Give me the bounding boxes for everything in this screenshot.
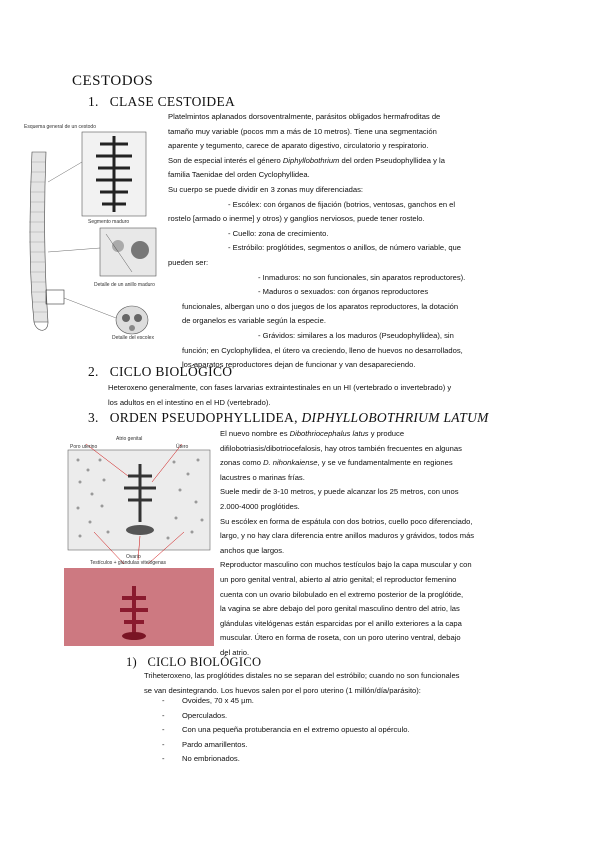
section-number: 3. (88, 410, 99, 425)
label-atrio-genital: Atrio genital (116, 436, 143, 442)
figure-caption: Segmento maduro (88, 219, 130, 225)
body-line: de organelos es variable según la especie. (182, 316, 326, 326)
body-line: Su escólex en forma de espátula con dos botrios, cuello poco diferenciado, (220, 516, 473, 526)
body-line: cuenta con un ovario bilobulado en el extremo posterior de la proglótide, (220, 589, 464, 599)
body-line: 2.000-4000 proglótides. (220, 501, 300, 511)
section-1-heading (88, 94, 235, 110)
label-ovario: Ovario (126, 554, 141, 560)
body-line: El nuevo nombre es Dibothriocephalus latus y produce (220, 429, 405, 438)
body-line: muscular. Útero en forma de roseta, con un poro uterino ventral, debajo (220, 633, 461, 643)
label-poro-uterino: Poro uterino (70, 444, 98, 450)
section-title: ORDEN PSEUDOPHYLLIDEA, (109, 410, 302, 425)
proglottid-figure (64, 436, 214, 646)
section-title: CLASE CESTOIDEA (109, 94, 236, 109)
list-item: - Ovoides, 70 x 45 µm. (160, 694, 410, 709)
body-line: Triheteroxeno, las proglótides distales no se separan del estróbilo; cuando no son funcionales (144, 671, 460, 680)
body-line: se van desintegrando. Los huevos salen por el poro uterino (1 millón/día/parásito): (144, 685, 421, 695)
list-item: - Con una pequeña protuberancia en el extremo opuesto al opérculo. (160, 723, 410, 738)
body-line: los aparatos reproductores dejan de funcionar y van desapareciendo. (182, 360, 416, 370)
list-item: - Grávidos: similares a los maduros (Pseudophyllidea), sin (258, 330, 454, 340)
body-line: glándulas vitelógenas están esparcidas por el anillo exteriores a la capa (220, 618, 462, 628)
list-item: - Escólex: con órganos de fijación (botrios, ventosas, ganchos en el (228, 199, 456, 209)
body-line: la vagina se abre debajo del poro genital masculino dentro del atrio, las (220, 604, 460, 614)
body-line: aparente y tegumento, carece de aparato digestivo, circulatorio y respiratorio. (168, 141, 429, 151)
body-line: Reproductor masculino con muchos testículos bajo la capa muscular y con (220, 560, 472, 570)
body-line: del atrio. (220, 647, 250, 657)
list-item: - Operculados. (160, 709, 410, 724)
section-title-italic: DIPHYLLOBOTHRIUM LATUM (301, 410, 489, 425)
section-2-body (108, 381, 588, 410)
body-line: tamaño muy variable (pocos mm a más de 10 metros). Tiene una segmentación (168, 126, 437, 136)
list-item: - Maduros o sexuados: con órganos reproductores (258, 287, 429, 297)
section-number: 2. (88, 364, 99, 379)
section-title: CICLO BIOLÓGICO (147, 655, 262, 669)
subsection-heading (126, 655, 261, 670)
body-line: rostelo [armado o inerme] y otros) y ganglios nerviosos, puede tener rostelo. (168, 214, 425, 224)
body-line: funcionales, albergan uno o dos juegos de los aparatos reproductores, la dotación (182, 301, 459, 311)
body-line: función; en Cyclophyllidea, el útero va creciendo, lleno de huevos no desarrollados, (182, 345, 463, 355)
section-title: CICLO BIOLÓGICO (109, 364, 233, 379)
section-number: 1) (126, 655, 138, 669)
label-utero: Útero (176, 444, 189, 450)
figure-caption: Detalle del escolex (112, 335, 154, 341)
body-line: difilobotriasis/dibotriocefalosis, hay otros también frecuentes en algunas (220, 443, 462, 453)
body-line: lacustres o marinas frías. (220, 472, 305, 482)
body-line: los adultos en el intestino en el HD (vertebrado). (108, 397, 271, 407)
body-line: zonas como D. nihonkaiense, y se ve fundamentalmente en regiones (220, 458, 453, 468)
list-item: - Cuello: zona de crecimiento. (228, 228, 329, 238)
body-line: pueden ser: (168, 257, 209, 267)
body-line: Heteroxeno generalmente, con fases larvarias extraintestinales en un HI (vertebrado o invertebrado) y (108, 383, 452, 392)
section-2-heading (88, 364, 232, 380)
figure-caption: Esquema general de un cestodo (24, 124, 96, 130)
body-line: anchos que largos. (220, 545, 285, 555)
section-3-body (220, 427, 592, 661)
section-3-heading (88, 410, 489, 426)
body-line: Su cuerpo se puede dividir en 3 zonas muy diferenciadas: (168, 184, 364, 194)
cestode-scheme-figure (22, 122, 162, 344)
body-line: Suele medir de 3-10 metros, y puede alcanzar los 25 metros, con unos (220, 487, 459, 497)
list-item: - Inmaduros: no son funcionales, sin aparatos reproductores). (258, 272, 466, 282)
body-line: largo, y no hay clara diferencia entre anillos maduros y grávidos, todos más (220, 531, 475, 541)
body-line: Son de especial interés el género Diphyllobothrium del orden Pseudophyllidea y la (168, 155, 445, 165)
list-item: - No embrionados. (160, 752, 410, 767)
figure-caption: Detalle de un anillo maduro (94, 282, 155, 288)
body-line: un poro genital ventral, abierto al atrio genital; el reproductor femenino (220, 574, 457, 584)
section-1-body (168, 110, 588, 373)
list-item: - Pardo amarillentos. (160, 738, 410, 753)
egg-features-list (160, 694, 410, 767)
section-number: 1. (88, 94, 99, 109)
label-testiculos: Testículos + glándulas vitelógenas (90, 560, 167, 566)
page-title: CESTODOS (72, 73, 154, 89)
body-line: familia Taenidae del orden Cyclophyllidea. (168, 170, 310, 180)
body-line: Platelmintos aplanados dorsoventralmente, parásitos obligados hermafroditas de (168, 112, 441, 121)
list-item: - Estróbilo: proglótides, segmentos o anillos, de número variable, que (228, 243, 462, 253)
